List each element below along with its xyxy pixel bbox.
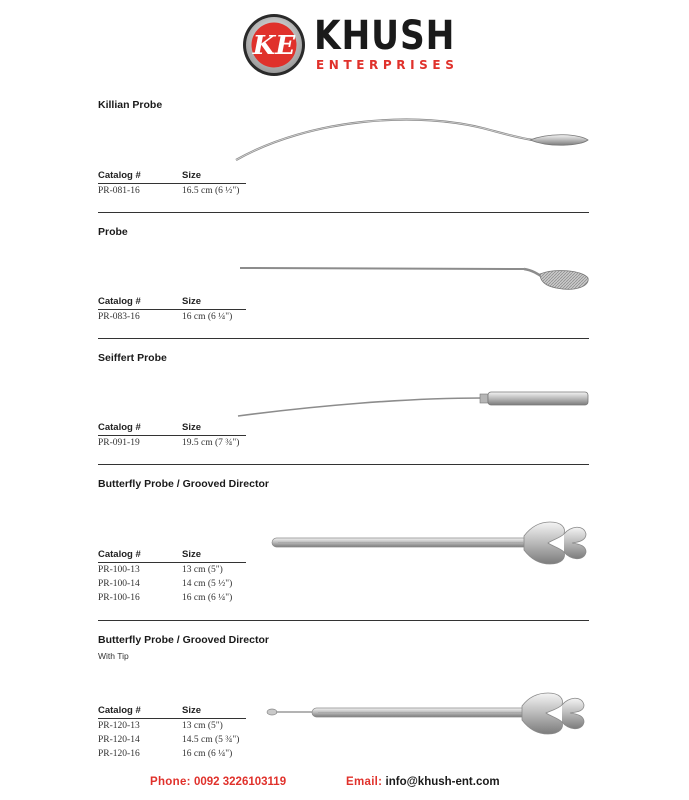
catalog-table bbox=[98, 549, 246, 605]
phone-contact bbox=[150, 776, 286, 788]
size-value: 14.5 cm (5 ¾") bbox=[182, 735, 240, 745]
table-header bbox=[98, 422, 246, 436]
table-row bbox=[98, 436, 246, 450]
table-header bbox=[98, 549, 246, 563]
table-row bbox=[98, 747, 246, 761]
catalog-number: PR-100-16 bbox=[98, 593, 140, 603]
size-header: Size bbox=[182, 170, 202, 181]
size-header: Size bbox=[182, 296, 202, 307]
table-row bbox=[98, 591, 246, 605]
table-row bbox=[98, 733, 246, 747]
product-title: Killian Probe bbox=[98, 99, 163, 111]
catalog-number: PR-120-14 bbox=[98, 735, 140, 745]
catalog-number: PR-120-16 bbox=[98, 749, 140, 759]
table-row bbox=[98, 719, 246, 733]
size-header: Size bbox=[182, 549, 202, 560]
brand-name: KHUSH bbox=[314, 13, 456, 59]
size-value: 13 cm (5") bbox=[182, 721, 223, 731]
catalog-header: Catalog # bbox=[98, 296, 141, 307]
size-value: 14 cm (5 ½") bbox=[182, 579, 233, 589]
size-value: 16 cm (6 ¼") bbox=[182, 749, 233, 759]
probe-instrument-icon bbox=[236, 258, 592, 298]
catalog-header: Catalog # bbox=[98, 705, 141, 716]
size-value: 16.5 cm (6 ½") bbox=[182, 186, 240, 196]
catalog-number: PR-100-14 bbox=[98, 579, 140, 589]
product-title: Butterfly Probe / Grooved Director bbox=[98, 634, 269, 646]
size-value: 19.5 cm (7 ¾") bbox=[182, 438, 240, 448]
catalog-number: PR-091-19 bbox=[98, 438, 140, 448]
phone-label: Phone: bbox=[150, 776, 191, 788]
product-title: Probe bbox=[98, 226, 128, 238]
product-title: Seiffert Probe bbox=[98, 352, 167, 364]
header bbox=[0, 0, 689, 90]
table-header bbox=[98, 705, 246, 719]
catalog-number: PR-120-13 bbox=[98, 721, 140, 731]
brand-subtitle: ENTERPRISES bbox=[316, 58, 459, 72]
table-header bbox=[98, 296, 246, 310]
table-row bbox=[98, 577, 246, 591]
butterfly-probe-instrument-icon bbox=[268, 518, 590, 568]
catalog-table bbox=[98, 705, 246, 761]
catalog-header: Catalog # bbox=[98, 549, 141, 560]
seiffert-probe-instrument-icon bbox=[234, 384, 592, 420]
size-value: 13 cm (5") bbox=[182, 565, 223, 575]
catalog-table bbox=[98, 422, 246, 450]
logo-letters: KE bbox=[252, 31, 296, 61]
khush-logo-icon bbox=[242, 13, 306, 77]
catalog-header: Catalog # bbox=[98, 170, 141, 181]
killian-probe-instrument-icon bbox=[230, 110, 592, 166]
catalog-table bbox=[98, 170, 246, 198]
catalog-number: PR-083-16 bbox=[98, 312, 140, 322]
product-subtitle: With Tip bbox=[98, 651, 129, 661]
email-address[interactable]: info@khush-ent.com bbox=[385, 776, 500, 788]
table-row bbox=[98, 184, 246, 198]
size-header: Size bbox=[182, 422, 202, 433]
butterfly-probe-with-tip-instrument-icon bbox=[264, 690, 590, 740]
size-value: 16 cm (6 ¼") bbox=[182, 593, 233, 603]
contact-footer bbox=[0, 776, 689, 792]
size-value: 16 cm (6 ¼") bbox=[182, 312, 233, 322]
table-header bbox=[98, 170, 246, 184]
product-title: Butterfly Probe / Grooved Director bbox=[98, 478, 269, 490]
catalog-number: PR-081-16 bbox=[98, 186, 140, 196]
table-row bbox=[98, 563, 246, 577]
phone-number[interactable]: 0092 3226103119 bbox=[193, 776, 287, 788]
table-row bbox=[98, 310, 246, 324]
catalog-header: Catalog # bbox=[98, 422, 141, 433]
email-contact bbox=[346, 776, 500, 788]
size-header: Size bbox=[182, 705, 202, 716]
catalog-table bbox=[98, 296, 246, 324]
email-label: Email: bbox=[346, 776, 383, 788]
catalog-number: PR-100-13 bbox=[98, 565, 140, 575]
